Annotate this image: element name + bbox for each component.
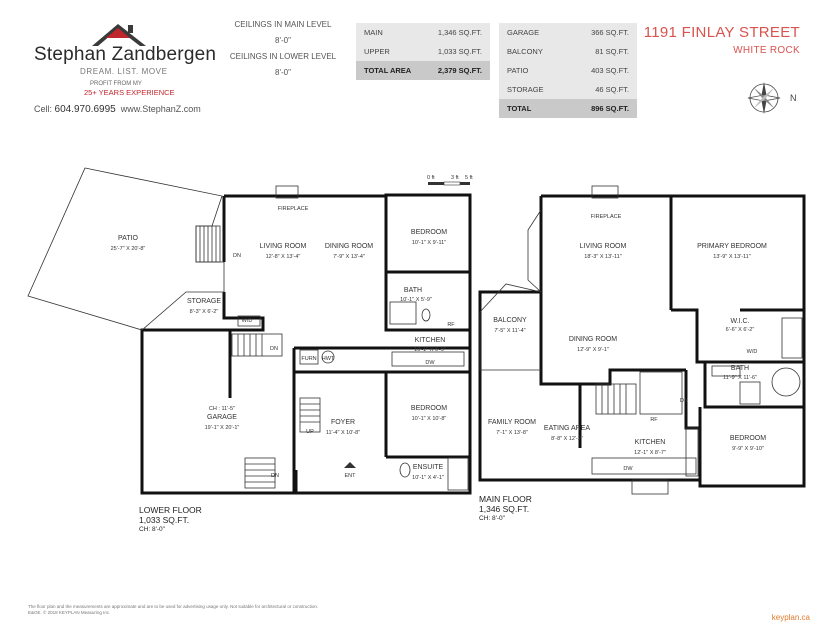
- room-label: DINING ROOM: [568, 336, 618, 343]
- stairs: [300, 398, 320, 432]
- room-label: PRIMARY BEDROOM: [697, 243, 767, 250]
- main-floor-title: MAIN FLOOR: [479, 494, 532, 504]
- property-city: WHITE ROCK: [733, 45, 800, 56]
- toilet-icon: [422, 309, 430, 321]
- room-label: BEDROOM: [410, 405, 448, 412]
- entry-arrow-icon: [344, 462, 356, 468]
- main-floor-label: [479, 494, 532, 524]
- room-label: GARAGE: [207, 414, 237, 421]
- brand-link[interactable]: keyplan.ca: [771, 613, 810, 622]
- ceiling-main-value: 8'-0": [275, 36, 291, 45]
- room-dim: 10'-1" X 5'-9": [400, 297, 432, 303]
- room-label: FAMILY ROOM: [488, 419, 536, 426]
- deck: [632, 480, 668, 494]
- entry-label: ENT: [344, 473, 356, 479]
- room-label: KITCHEN: [414, 337, 446, 344]
- svg-text:3 ft: 3 ft: [451, 175, 459, 181]
- washer-label: W/D: [746, 349, 758, 355]
- room-label: BATH: [730, 365, 750, 372]
- room-label: EATING AREA: [543, 425, 591, 432]
- room-dim: 10'-1" X 4'-1": [412, 475, 444, 481]
- stair-up-label: UP: [306, 429, 314, 435]
- extra-row: PATIO 403 SQ.FT.: [507, 66, 629, 75]
- ceiling-lower-label: CEILINGS IN LOWER LEVEL: [229, 52, 337, 61]
- stair-dn-label: DN: [680, 398, 688, 404]
- room-label: BEDROOM: [410, 229, 448, 236]
- room-dim: 12'-9" X 9'-1": [577, 347, 609, 353]
- wall: [480, 196, 541, 370]
- bathtub-icon: [390, 302, 416, 324]
- extra-row: GARAGE 366 SQ.FT.: [507, 28, 629, 37]
- room-label: LIVING ROOM: [579, 243, 627, 250]
- room-dim: 6'-6" X 6'-2": [725, 327, 755, 333]
- shower-icon: [740, 382, 760, 404]
- area-total-row: TOTAL AREA 2,379 SQ.FT.: [356, 61, 490, 80]
- room-label: DINING ROOM: [324, 243, 374, 250]
- room-ch: CH : 11'-5": [208, 406, 236, 412]
- stairs: [232, 334, 282, 356]
- room-label: BEDROOM: [729, 435, 767, 442]
- toilet-icon: [400, 463, 410, 477]
- ceiling-main-label: CEILINGS IN MAIN LEVEL: [234, 20, 332, 29]
- agent-experience: 25+ YEARS EXPERIENCE: [84, 88, 175, 97]
- agent-phone: 604.970.6995: [54, 104, 116, 115]
- dishwasher-label: DW: [425, 360, 435, 366]
- cell-label: Cell:: [34, 104, 53, 114]
- room-dim: 11'-4" X 10'-8": [325, 430, 361, 436]
- room-label: PATIO: [118, 235, 138, 242]
- bay-window: [528, 210, 541, 292]
- svg-text:5 ft: 5 ft: [465, 175, 473, 181]
- room-dim: 10'-1" X 9'-11": [411, 240, 447, 246]
- extra-row: BALCONY 81 SQ.FT.: [507, 47, 629, 56]
- stairs: [640, 372, 682, 414]
- fridge-label: RF: [447, 322, 455, 328]
- lower-floor-area: 1,033 SQ.FT.: [139, 515, 190, 525]
- stairs: [602, 384, 626, 414]
- fireplace-label: FIREPLACE: [277, 206, 309, 212]
- room-label: FOYER: [330, 419, 356, 426]
- room-dim: 11'-9" X 11'-6": [723, 375, 757, 381]
- main-floor-area: 1,346 SQ.FT.: [479, 504, 530, 514]
- lower-floor-ceiling: CH: 8'-0": [139, 526, 165, 533]
- lower-floor-title: LOWER FLOOR: [139, 505, 202, 515]
- room-dim: 18'-3" X 13'-11": [584, 254, 622, 260]
- room-dim: 8'-3" X 6'-2": [189, 309, 219, 315]
- room-dim: 25'-7" X 20'-8": [110, 246, 146, 252]
- hwt-label: HWT: [321, 356, 335, 362]
- lower-floor-label: [139, 505, 202, 535]
- room-label: W.I.C.: [730, 318, 750, 325]
- furnace-label: FURN: [301, 356, 317, 362]
- room-dim: 10'-1" X 10'-8": [411, 416, 447, 422]
- stair-dn-label: DN: [233, 253, 241, 259]
- room-dim: 7'-5" X 11'-4": [494, 328, 526, 334]
- wall: [142, 292, 296, 493]
- counter: [592, 458, 696, 474]
- room-dim: 13'-9" X 13'-11": [713, 254, 751, 260]
- north-label: N: [790, 93, 797, 103]
- room-label: KITCHEN: [634, 439, 666, 446]
- stairs: [238, 334, 262, 356]
- agent-tagline: DREAM. LIST. MOVE: [80, 67, 168, 76]
- fridge-label: RF: [650, 417, 658, 423]
- agent-name: Stephan Zandbergen: [34, 44, 217, 65]
- room-label: ENSUITE: [412, 464, 444, 471]
- balcony-outline: [480, 284, 541, 370]
- washer-label: W/D: [241, 318, 253, 324]
- room-label: BATH: [403, 287, 423, 294]
- room-dim: 8'-8" X 12'-2": [551, 436, 583, 442]
- room-dim: 12'-8" X 13'-4": [265, 254, 301, 260]
- extra-row: STORAGE 46 SQ.FT.: [507, 85, 629, 94]
- room-label: LIVING ROOM: [259, 243, 307, 250]
- stairs: [200, 226, 216, 262]
- stairs: [300, 404, 320, 422]
- counter: [782, 318, 802, 358]
- room-dim: 10'-1" X 6'-9": [414, 347, 446, 353]
- room-dim: 9'-9" X 9'-10": [732, 446, 764, 452]
- wall: [686, 370, 700, 428]
- stair-dn-label: DN: [270, 346, 278, 352]
- area-row: UPPER 1,033 SQ.FT.: [364, 47, 482, 56]
- dishwasher-label: DW: [623, 466, 633, 472]
- disclaimer: The floor plan and the measurements are approximate and are to be used for advertising usage only. Not suitable for architectural or construction. E&OE. © 2018 KEYPLAN Measuring Inc.: [28, 604, 319, 615]
- shower-icon: [448, 458, 468, 490]
- property-address: 1191 FINLAY STREET: [643, 24, 800, 41]
- stair-dn-label: DN: [271, 473, 279, 479]
- agent-website[interactable]: www.StephanZ.com: [120, 104, 201, 114]
- bathtub-icon: [772, 368, 800, 396]
- main-floor-ceiling: CH: 8'-0": [479, 515, 505, 522]
- agent-profit: PROFIT FROM MY: [90, 81, 142, 87]
- room-label: STORAGE: [186, 298, 222, 305]
- room-label: BALCONY: [493, 317, 527, 324]
- area-row: MAIN 1,346 SQ.FT.: [364, 28, 482, 37]
- ceiling-lower-value: 8'-0": [275, 68, 291, 77]
- fireplace-label: FIREPLACE: [590, 214, 622, 220]
- svg-text:0 ft: 0 ft: [427, 175, 435, 181]
- room-dim: 12'-1" X 8'-7": [634, 450, 666, 456]
- room-dim: 19'-1" X 20'-1": [204, 425, 240, 431]
- extra-total-row: TOTAL 896 SQ.FT.: [499, 99, 637, 118]
- room-dim: 7'-9" X 13'-4": [333, 254, 365, 260]
- room-dim: 7'-1" X 13'-8": [496, 430, 528, 436]
